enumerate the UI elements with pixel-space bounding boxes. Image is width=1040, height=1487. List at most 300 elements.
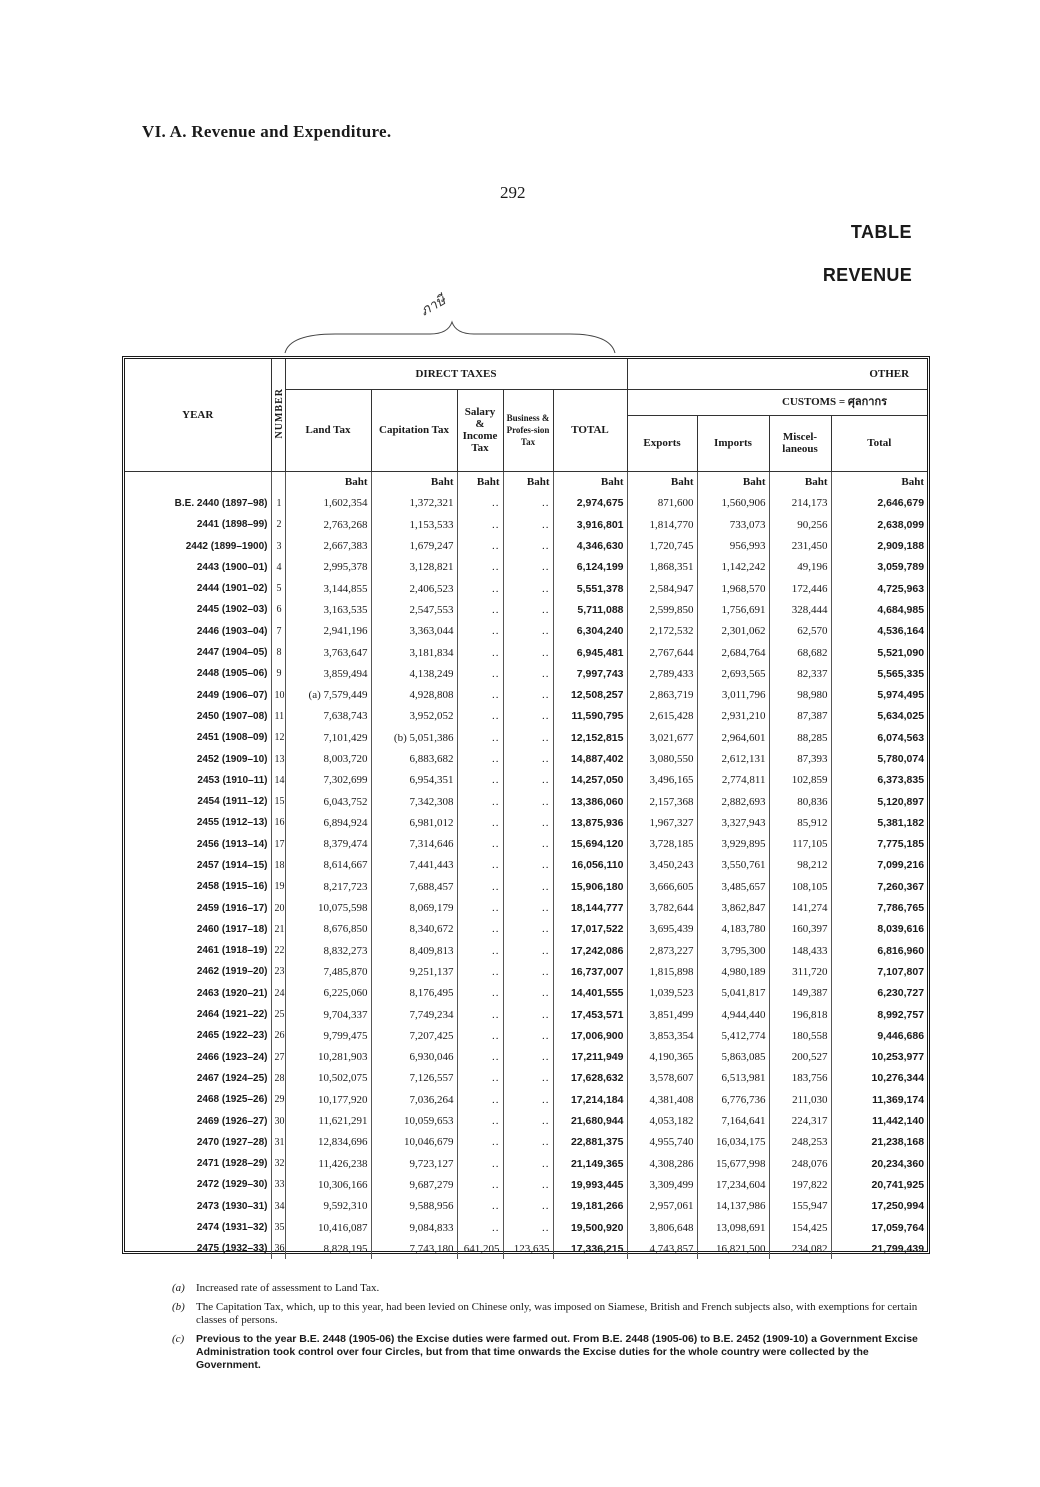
- capitation-tax-cell: (b) 5,051,386: [371, 727, 457, 748]
- business-tax-cell: ..: [503, 855, 553, 876]
- capitation-tax-cell: 7,688,457: [371, 876, 457, 897]
- direct-total-cell: 15,906,180: [553, 876, 627, 897]
- unit-cell: Baht: [697, 471, 769, 493]
- exports-cell: 3,728,185: [627, 834, 697, 855]
- row-number-cell: 30: [271, 1110, 285, 1131]
- row-number-cell: 14: [271, 770, 285, 791]
- row-number-cell: 4: [271, 557, 285, 578]
- row-number-cell: 3: [271, 535, 285, 556]
- business-tax-cell: ..: [503, 1089, 553, 1110]
- table-row: [125, 1153, 927, 1174]
- year-cell: 2444 (1901–02): [196, 583, 268, 595]
- land-tax-cell: 11,621,291: [285, 1110, 371, 1131]
- exports-cell: 2,767,644: [627, 642, 697, 663]
- year-cell: 2442 (1899–1900): [185, 540, 268, 552]
- customs-total-cell: 3,059,789: [831, 557, 927, 578]
- exports-cell: 1,039,523: [627, 983, 697, 1004]
- business-tax-cell: ..: [503, 1110, 553, 1131]
- miscellaneous-cell: 200,527: [769, 1047, 831, 1068]
- table-row: [125, 535, 927, 556]
- row-number-cell: 24: [271, 983, 285, 1004]
- table-row: [125, 514, 927, 535]
- capitation-tax-cell: 4,928,808: [371, 684, 457, 705]
- capitation-tax-cell: 4,138,249: [371, 663, 457, 684]
- exports-cell: 4,053,182: [627, 1110, 697, 1131]
- table-row: [125, 684, 927, 705]
- business-tax-cell: ..: [503, 940, 553, 961]
- imports-cell: 5,041,817: [697, 983, 769, 1004]
- footnote-b: [172, 1301, 932, 1327]
- year-cell: 2460 (1917–18): [196, 923, 268, 935]
- footnote-a: [172, 1282, 932, 1295]
- salary-income-tax-cell: ..: [457, 834, 503, 855]
- capitation-tax-cell: 1,153,533: [371, 514, 457, 535]
- customs-total-cell: 21,238,168: [831, 1132, 927, 1153]
- business-tax-cell: ..: [503, 1068, 553, 1089]
- capitation-tax-cell: 6,981,012: [371, 812, 457, 833]
- customs-total-cell: 5,634,025: [831, 706, 927, 727]
- miscellaneous-cell: 102,859: [769, 770, 831, 791]
- salary-income-tax-cell: ..: [457, 1174, 503, 1195]
- header-customs-total: Total: [831, 415, 927, 471]
- row-number-cell: 13: [271, 748, 285, 769]
- imports-cell: 16,034,175: [697, 1132, 769, 1153]
- year-cell: 2465 (1922–23): [196, 1030, 268, 1042]
- exports-cell: 1,967,327: [627, 812, 697, 833]
- year-cell: 2467 (1924–25): [196, 1072, 268, 1084]
- customs-total-cell: 7,099,216: [831, 855, 927, 876]
- year-cell: 2470 (1927–28): [196, 1136, 268, 1148]
- capitation-tax-cell: 7,036,264: [371, 1089, 457, 1110]
- direct-total-cell: 19,500,920: [553, 1217, 627, 1238]
- direct-total-cell: 15,694,120: [553, 834, 627, 855]
- land-tax-cell: 6,894,924: [285, 812, 371, 833]
- table-row: [125, 1132, 927, 1153]
- business-tax-cell: ..: [503, 812, 553, 833]
- header-land-tax: Land Tax: [285, 389, 371, 471]
- customs-total-cell: 6,230,727: [831, 983, 927, 1004]
- miscellaneous-cell: 85,912: [769, 812, 831, 833]
- customs-total-cell: 5,780,074: [831, 748, 927, 769]
- land-tax-cell: 6,043,752: [285, 791, 371, 812]
- row-number-cell: 26: [271, 1025, 285, 1046]
- land-tax-cell: 10,075,598: [285, 897, 371, 918]
- land-tax-cell: 7,101,429: [285, 727, 371, 748]
- business-tax-cell: ..: [503, 791, 553, 812]
- imports-cell: 2,964,601: [697, 727, 769, 748]
- table-row: [125, 557, 927, 578]
- exports-cell: 2,957,061: [627, 1196, 697, 1217]
- imports-cell: 3,929,895: [697, 834, 769, 855]
- year-cell: 2461 (1918–19): [196, 945, 268, 957]
- table-row: [125, 706, 927, 727]
- table-row: [125, 897, 927, 918]
- land-tax-cell: 3,859,494: [285, 663, 371, 684]
- imports-cell: 4,944,440: [697, 1004, 769, 1025]
- business-tax-cell: ..: [503, 770, 553, 791]
- row-number-cell: 23: [271, 961, 285, 982]
- direct-total-cell: 6,124,199: [553, 557, 627, 578]
- land-tax-cell: 7,302,699: [285, 770, 371, 791]
- imports-cell: 2,684,764: [697, 642, 769, 663]
- year-cell: 2469 (1926–27): [196, 1115, 268, 1127]
- land-tax-cell: 2,995,378: [285, 557, 371, 578]
- exports-cell: 4,743,857: [627, 1238, 697, 1259]
- land-tax-cell: 9,592,310: [285, 1196, 371, 1217]
- direct-total-cell: 16,737,007: [553, 961, 627, 982]
- unit-cell: [125, 471, 271, 493]
- row-number-cell: 34: [271, 1196, 285, 1217]
- year-cell: 2472 (1929–30): [196, 1179, 268, 1191]
- business-tax-cell: ..: [503, 599, 553, 620]
- miscellaneous-cell: 98,212: [769, 855, 831, 876]
- row-number-cell: 18: [271, 855, 285, 876]
- miscellaneous-cell: 197,822: [769, 1174, 831, 1195]
- direct-total-cell: 7,997,743: [553, 663, 627, 684]
- miscellaneous-cell: 108,105: [769, 876, 831, 897]
- capitation-tax-cell: 2,547,553: [371, 599, 457, 620]
- row-number-cell: 35: [271, 1217, 285, 1238]
- business-tax-cell: ..: [503, 727, 553, 748]
- miscellaneous-cell: 196,818: [769, 1004, 831, 1025]
- imports-cell: 1,142,242: [697, 557, 769, 578]
- customs-total-cell: 5,974,495: [831, 684, 927, 705]
- imports-cell: 16,821,500: [697, 1238, 769, 1259]
- table-row: [125, 940, 927, 961]
- imports-cell: 13,098,691: [697, 1217, 769, 1238]
- business-tax-cell: ..: [503, 535, 553, 556]
- imports-cell: 2,774,811: [697, 770, 769, 791]
- business-tax-cell: 123,635: [503, 1238, 553, 1259]
- land-tax-cell: 8,003,720: [285, 748, 371, 769]
- land-tax-cell: 9,799,475: [285, 1025, 371, 1046]
- header-imports: Imports: [697, 415, 769, 471]
- salary-income-tax-cell: ..: [457, 897, 503, 918]
- imports-cell: 5,412,774: [697, 1025, 769, 1046]
- year-cell: 2452 (1909–10): [196, 753, 268, 765]
- customs-total-cell: 4,725,963: [831, 578, 927, 599]
- table-row: [125, 1089, 927, 1110]
- row-number-cell: 27: [271, 1047, 285, 1068]
- capitation-tax-cell: 7,207,425: [371, 1025, 457, 1046]
- exports-cell: 2,615,428: [627, 706, 697, 727]
- land-tax-cell: 7,485,870: [285, 961, 371, 982]
- direct-total-cell: 6,304,240: [553, 621, 627, 642]
- row-number-cell: 32: [271, 1153, 285, 1174]
- land-tax-cell: 2,941,196: [285, 621, 371, 642]
- year-cell: 2455 (1912–13): [196, 817, 268, 829]
- business-tax-cell: ..: [503, 961, 553, 982]
- miscellaneous-cell: 154,425: [769, 1217, 831, 1238]
- table-label: TABLE: [850, 222, 912, 242]
- business-tax-cell: ..: [503, 876, 553, 897]
- direct-total-cell: 17,211,949: [553, 1047, 627, 1068]
- table-row: [125, 770, 927, 791]
- business-tax-cell: ..: [503, 642, 553, 663]
- customs-total-cell: 10,276,344: [831, 1068, 927, 1089]
- footnote-text: The Capitation Tax, which, up to this year, had been levied on Chinese only, was imposed on Siamese, British and French subjects also, with exemptions for certain classes of persons.: [196, 1301, 918, 1326]
- row-number-cell: 21: [271, 919, 285, 940]
- salary-income-tax-cell: ..: [457, 919, 503, 940]
- direct-total-cell: 17,006,900: [553, 1025, 627, 1046]
- table-row: [125, 727, 927, 748]
- direct-total-cell: 17,336,215: [553, 1238, 627, 1259]
- direct-total-cell: 17,017,522: [553, 919, 627, 940]
- business-tax-cell: ..: [503, 1047, 553, 1068]
- exports-cell: 3,782,644: [627, 897, 697, 918]
- year-cell: 2475 (1932–33): [196, 1243, 268, 1255]
- capitation-tax-cell: 7,743,180: [371, 1238, 457, 1259]
- salary-income-tax-cell: 641,205: [457, 1238, 503, 1259]
- customs-total-cell: 20,741,925: [831, 1174, 927, 1195]
- salary-income-tax-cell: ..: [457, 791, 503, 812]
- customs-total-cell: 5,120,897: [831, 791, 927, 812]
- salary-income-tax-cell: ..: [457, 855, 503, 876]
- table-row: [125, 1004, 927, 1025]
- year-cell: 2451 (1908–09): [196, 732, 268, 744]
- business-tax-cell: ..: [503, 1217, 553, 1238]
- salary-income-tax-cell: ..: [457, 748, 503, 769]
- revenue-table: [122, 356, 930, 1254]
- salary-income-tax-cell: ..: [457, 684, 503, 705]
- unit-cell: Baht: [627, 471, 697, 493]
- footnote-c: [172, 1333, 932, 1372]
- salary-income-tax-cell: ..: [457, 1047, 503, 1068]
- imports-cell: 4,980,189: [697, 961, 769, 982]
- header-other: OTHER: [627, 359, 927, 389]
- capitation-tax-cell: 2,406,523: [371, 578, 457, 599]
- miscellaneous-cell: 214,173: [769, 493, 831, 514]
- land-tax-cell: 10,177,920: [285, 1089, 371, 1110]
- imports-cell: 2,693,565: [697, 663, 769, 684]
- direct-total-cell: 14,257,050: [553, 770, 627, 791]
- table-row: [125, 1217, 927, 1238]
- header-number-text: NUMBER: [273, 388, 285, 439]
- capitation-tax-cell: 9,588,956: [371, 1196, 457, 1217]
- imports-cell: 2,612,131: [697, 748, 769, 769]
- header-exports: Exports: [627, 415, 697, 471]
- customs-total-cell: 11,369,174: [831, 1089, 927, 1110]
- capitation-tax-cell: 8,069,179: [371, 897, 457, 918]
- header-total: TOTAL: [553, 389, 627, 471]
- customs-total-cell: 2,638,099: [831, 514, 927, 535]
- year-cell: 2450 (1907–08): [196, 710, 268, 722]
- miscellaneous-cell: 80,836: [769, 791, 831, 812]
- year-cell: 2441 (1898–99): [196, 519, 268, 531]
- row-number-cell: 5: [271, 578, 285, 599]
- miscellaneous-cell: 82,337: [769, 663, 831, 684]
- unit-cell: Baht: [457, 471, 503, 493]
- imports-cell: 3,550,761: [697, 855, 769, 876]
- year-cell: 2456 (1913–14): [196, 838, 268, 850]
- capitation-tax-cell: 8,409,813: [371, 940, 457, 961]
- salary-income-tax-cell: ..: [457, 557, 503, 578]
- exports-cell: 4,308,286: [627, 1153, 697, 1174]
- capitation-tax-cell: 3,363,044: [371, 621, 457, 642]
- year-cell: 2458 (1915–16): [196, 881, 268, 893]
- year-cell: 2445 (1902–03): [196, 604, 268, 616]
- miscellaneous-cell: 160,397: [769, 919, 831, 940]
- imports-cell: 14,137,986: [697, 1196, 769, 1217]
- business-tax-cell: ..: [503, 514, 553, 535]
- exports-cell: 1,815,898: [627, 961, 697, 982]
- header-year: YEAR: [125, 359, 271, 471]
- year-cell: 2447 (1904–05): [196, 647, 268, 659]
- imports-cell: 3,011,796: [697, 684, 769, 705]
- salary-income-tax-cell: ..: [457, 642, 503, 663]
- year-cell: 2464 (1921–22): [196, 1009, 268, 1021]
- unit-cell: Baht: [553, 471, 627, 493]
- miscellaneous-cell: 68,682: [769, 642, 831, 663]
- table-row: [125, 663, 927, 684]
- direct-total-cell: 17,242,086: [553, 940, 627, 961]
- exports-cell: 1,814,770: [627, 514, 697, 535]
- section-heading: VI. A. Revenue and Expenditure.: [142, 122, 392, 141]
- capitation-tax-cell: 6,930,046: [371, 1047, 457, 1068]
- land-tax-cell: 6,225,060: [285, 983, 371, 1004]
- header-number: [271, 359, 285, 471]
- brace-curve: [280, 318, 620, 358]
- table-row: [125, 1174, 927, 1195]
- footnote-key: (c): [172, 1333, 185, 1345]
- business-tax-cell: ..: [503, 557, 553, 578]
- footnote-key: (a): [172, 1282, 185, 1294]
- footnote-text: Increased rate of assessment to Land Tax.: [196, 1282, 380, 1294]
- capitation-tax-cell: 9,251,137: [371, 961, 457, 982]
- salary-income-tax-cell: ..: [457, 1068, 503, 1089]
- capitation-tax-cell: 8,340,672: [371, 919, 457, 940]
- direct-total-cell: 2,974,675: [553, 493, 627, 514]
- direct-total-cell: 14,401,555: [553, 983, 627, 1004]
- imports-cell: 1,560,906: [697, 493, 769, 514]
- direct-total-cell: 21,149,365: [553, 1153, 627, 1174]
- direct-total-cell: 19,993,445: [553, 1174, 627, 1195]
- year-cell: B.E. 2440 (1897–98): [174, 497, 268, 509]
- miscellaneous-cell: 87,393: [769, 748, 831, 769]
- unit-cell: Baht: [769, 471, 831, 493]
- imports-cell: 2,931,210: [697, 706, 769, 727]
- land-tax-cell: 1,602,354: [285, 493, 371, 514]
- miscellaneous-cell: 172,446: [769, 578, 831, 599]
- header-capitation-tax: Capitation Tax: [371, 389, 457, 471]
- business-tax-cell: ..: [503, 1174, 553, 1195]
- miscellaneous-cell: 248,253: [769, 1132, 831, 1153]
- table-row: [125, 1196, 927, 1217]
- direct-total-cell: 22,881,375: [553, 1132, 627, 1153]
- exports-cell: 1,720,745: [627, 535, 697, 556]
- customs-total-cell: 5,381,182: [831, 812, 927, 833]
- miscellaneous-cell: 248,076: [769, 1153, 831, 1174]
- exports-cell: 3,806,648: [627, 1217, 697, 1238]
- exports-cell: 3,309,499: [627, 1174, 697, 1195]
- table-row: [125, 1025, 927, 1046]
- imports-cell: 15,677,998: [697, 1153, 769, 1174]
- table-title: REVENUE: [822, 265, 912, 285]
- land-tax-cell: 8,676,850: [285, 919, 371, 940]
- business-tax-cell: ..: [503, 706, 553, 727]
- row-number-cell: 22: [271, 940, 285, 961]
- customs-total-cell: 4,684,985: [831, 599, 927, 620]
- table-row: [125, 1110, 927, 1131]
- year-cell: 2449 (1906–07): [196, 689, 268, 701]
- land-tax-cell: 12,834,696: [285, 1132, 371, 1153]
- imports-cell: 733,073: [697, 514, 769, 535]
- capitation-tax-cell: 1,679,247: [371, 535, 457, 556]
- miscellaneous-cell: 149,387: [769, 983, 831, 1004]
- imports-cell: 3,862,847: [697, 897, 769, 918]
- capitation-tax-cell: 3,952,052: [371, 706, 457, 727]
- miscellaneous-cell: 231,450: [769, 535, 831, 556]
- row-number-cell: 20: [271, 897, 285, 918]
- year-cell: 2453 (1910–11): [197, 774, 268, 786]
- imports-cell: 3,327,943: [697, 812, 769, 833]
- miscellaneous-cell: 328,444: [769, 599, 831, 620]
- year-cell: 2448 (1905–06): [196, 668, 268, 680]
- salary-income-tax-cell: ..: [457, 1110, 503, 1131]
- miscellaneous-cell: 148,433: [769, 940, 831, 961]
- direct-total-cell: 12,508,257: [553, 684, 627, 705]
- exports-cell: 3,450,243: [627, 855, 697, 876]
- direct-total-cell: 17,628,632: [553, 1068, 627, 1089]
- imports-cell: 3,485,657: [697, 876, 769, 897]
- exports-cell: 3,666,605: [627, 876, 697, 897]
- footnotes: [172, 1282, 932, 1378]
- salary-income-tax-cell: ..: [457, 1196, 503, 1217]
- table-row: [125, 791, 927, 812]
- row-number-cell: 29: [271, 1089, 285, 1110]
- direct-total-cell: 21,680,944: [553, 1110, 627, 1131]
- imports-cell: 956,993: [697, 535, 769, 556]
- customs-total-cell: 9,446,686: [831, 1025, 927, 1046]
- table-row: [125, 599, 927, 620]
- customs-total-cell: 20,234,360: [831, 1153, 927, 1174]
- unit-cell: Baht: [371, 471, 457, 493]
- row-number-cell: 25: [271, 1004, 285, 1025]
- miscellaneous-cell: 117,105: [769, 834, 831, 855]
- direct-total-cell: 5,551,378: [553, 578, 627, 599]
- capitation-tax-cell: 7,441,443: [371, 855, 457, 876]
- salary-income-tax-cell: ..: [457, 983, 503, 1004]
- row-number-cell: 16: [271, 812, 285, 833]
- customs-total-cell: 4,536,164: [831, 621, 927, 642]
- direct-total-cell: 14,887,402: [553, 748, 627, 769]
- direct-total-cell: 6,945,481: [553, 642, 627, 663]
- table-row: [125, 855, 927, 876]
- exports-cell: 2,789,433: [627, 663, 697, 684]
- capitation-tax-cell: 7,126,557: [371, 1068, 457, 1089]
- customs-total-cell: 17,059,764: [831, 1217, 927, 1238]
- exports-cell: 1,868,351: [627, 557, 697, 578]
- row-number-cell: 9: [271, 663, 285, 684]
- direct-total-cell: 3,916,801: [553, 514, 627, 535]
- salary-income-tax-cell: ..: [457, 1025, 503, 1046]
- table-row: [125, 748, 927, 769]
- year-cell: 2468 (1925–26): [196, 1094, 268, 1106]
- year-cell: 2471 (1928–29): [196, 1158, 268, 1170]
- row-number-cell: 6: [271, 599, 285, 620]
- customs-total-cell: 2,646,679: [831, 493, 927, 514]
- imports-cell: 4,183,780: [697, 919, 769, 940]
- capitation-tax-cell: 10,059,653: [371, 1110, 457, 1131]
- direct-total-cell: 17,453,571: [553, 1004, 627, 1025]
- imports-cell: 2,301,062: [697, 621, 769, 642]
- salary-income-tax-cell: ..: [457, 961, 503, 982]
- business-tax-cell: ..: [503, 684, 553, 705]
- table-row: [125, 493, 927, 514]
- land-tax-cell: 2,667,383: [285, 535, 371, 556]
- customs-total-cell: 5,565,335: [831, 663, 927, 684]
- direct-total-cell: 13,875,936: [553, 812, 627, 833]
